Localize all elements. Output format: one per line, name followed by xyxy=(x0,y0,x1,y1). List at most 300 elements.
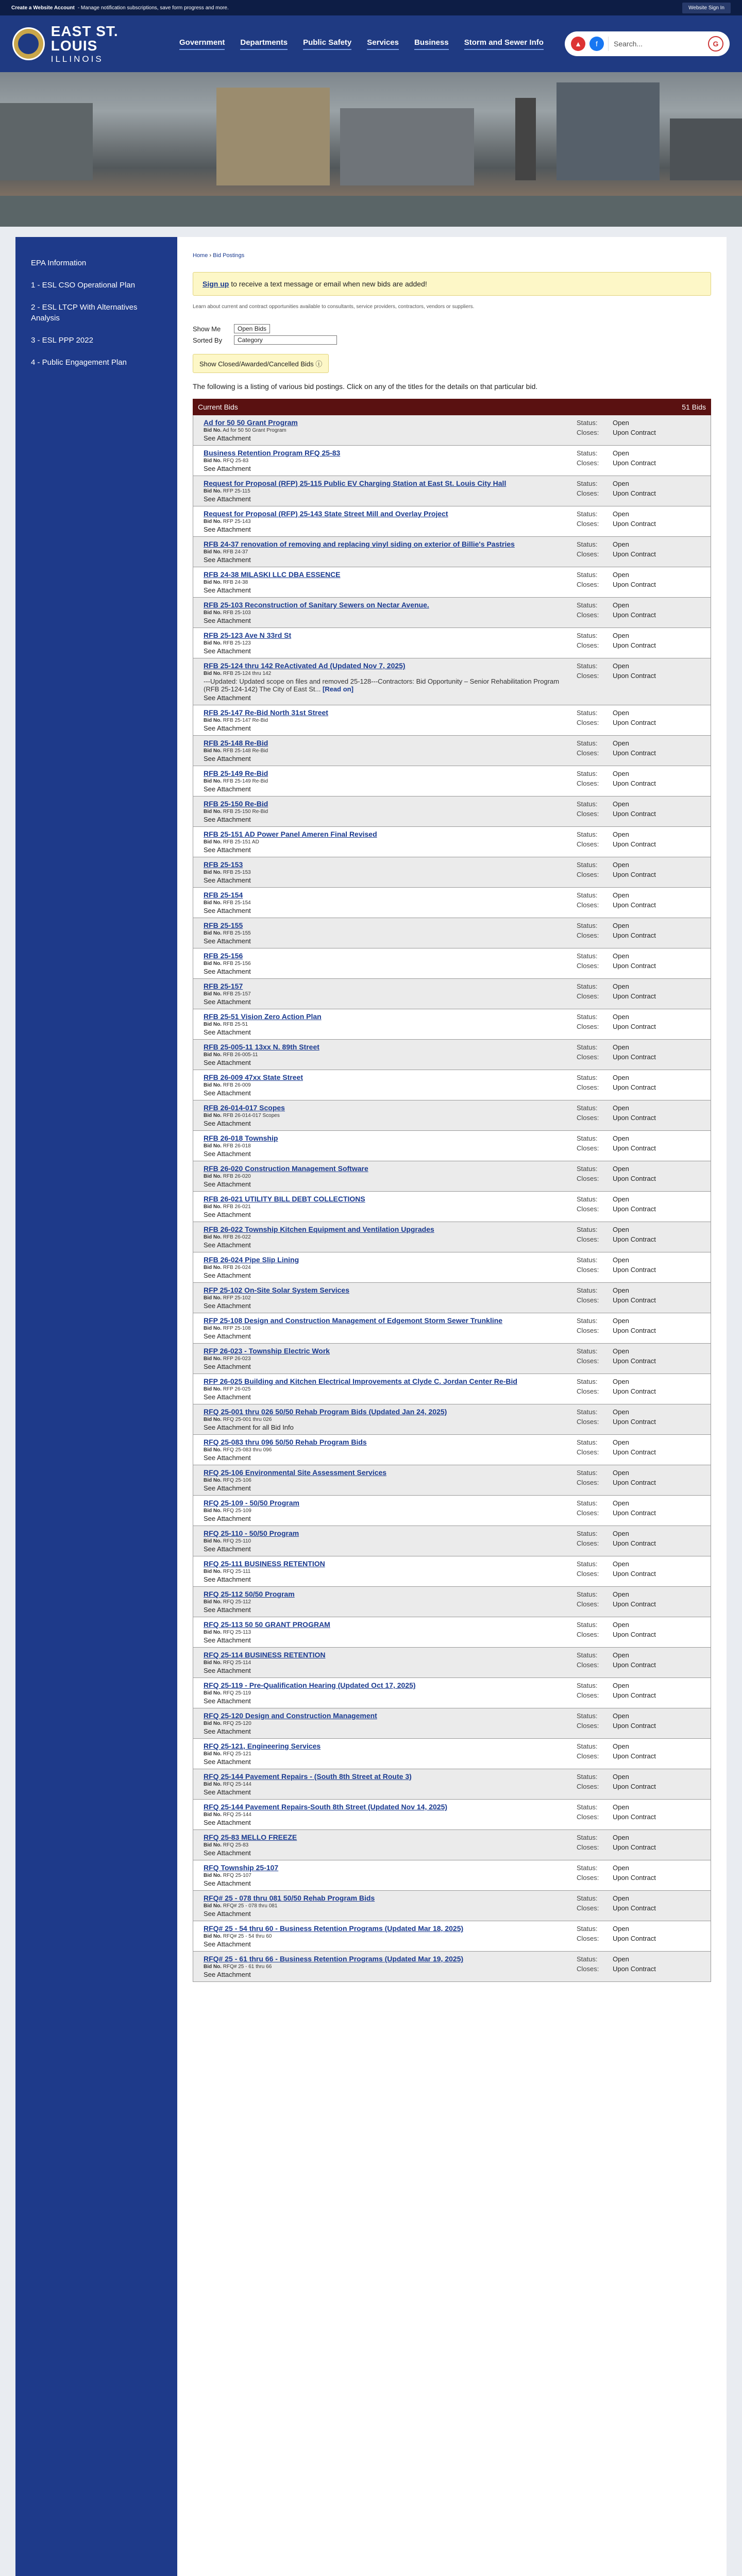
bid-attachment: See Attachment xyxy=(204,1302,251,1310)
bid-attachment: See Attachment xyxy=(204,1241,251,1249)
bid-title-link[interactable]: RFP 26-025 Building and Kitchen Electrical Improvements at Clyde C. Jordan Center Re-Bid xyxy=(204,1377,517,1385)
bid-title-link[interactable]: RFB 25-005-11 13xx N. 89th Street xyxy=(204,1043,319,1051)
bid-closes: Closes: Upon Contract xyxy=(577,519,656,528)
bid-title-link[interactable]: Request for Proposal (RFP) 25-115 Public EV Charging Station at East St. Louis City Hall xyxy=(204,479,507,487)
bid-number: Bid No. RFP 25-143 xyxy=(204,519,251,524)
bid-title-link[interactable]: RFB 25-156 xyxy=(204,952,243,960)
bid-title-link[interactable]: RFP 26-023 - Township Electric Work xyxy=(204,1347,330,1355)
bid-attachment: See Attachment xyxy=(204,1484,251,1492)
bid-closes: Closes: Upon Contract xyxy=(577,580,656,588)
bid-row xyxy=(193,1404,711,1435)
bid-number: Bid No. RFP 25-108 xyxy=(204,1326,251,1331)
bid-title-link[interactable]: RFB 25-151 AD Power Panel Ameren Final Revised xyxy=(204,830,377,838)
bid-row xyxy=(193,537,711,567)
breadcrumb: Home › Bid Postings xyxy=(193,252,245,259)
bid-title-link[interactable]: RFQ 25-83 MELLO FREEZE xyxy=(204,1833,297,1841)
bid-closes: Closes: Upon Contract xyxy=(577,1509,656,1517)
sidebar xyxy=(15,237,177,2576)
bid-number: Bid No. RFB 26-024 xyxy=(204,1265,251,1270)
bid-row xyxy=(193,766,711,796)
bid-closes: Closes: Upon Contract xyxy=(577,901,656,909)
bid-attachment: See Attachment xyxy=(204,1089,251,1097)
bid-attachment: See Attachment xyxy=(204,968,251,975)
bid-count: 51 Bids xyxy=(682,403,706,411)
bid-closes: Closes: Upon Contract xyxy=(577,1387,656,1395)
bid-attachment: See Attachment xyxy=(204,1971,251,1978)
bid-status: Status: Open xyxy=(577,419,629,427)
bid-title-link[interactable]: RFQ 25-119 - Pre-Qualification Hearing (Updated Oct 17, 2025) xyxy=(204,1681,416,1689)
read-on-link[interactable]: [Read on] xyxy=(322,685,353,693)
bid-status: Status: Open xyxy=(577,1195,629,1203)
bid-row xyxy=(193,736,711,766)
bid-title-link[interactable]: RFP 25-102 On-Site Solar System Services xyxy=(204,1286,349,1294)
bid-closes: Closes: Upon Contract xyxy=(577,1691,656,1699)
bid-row xyxy=(193,1587,711,1617)
bid-title-link[interactable]: RFQ# 25 - 078 thru 081 50/50 Rehab Program Bids xyxy=(204,1894,375,1902)
bid-attachment: See Attachment xyxy=(204,1059,251,1066)
bid-number: Bid No. RFP 25-102 xyxy=(204,1295,251,1301)
bid-title-link[interactable]: RFB 25-148 Re-Bid xyxy=(204,739,268,747)
bid-row xyxy=(193,1252,711,1283)
bid-number: Bid No. RFB 25-149 Re-Bid xyxy=(204,778,268,784)
bid-attachment: See Attachment xyxy=(204,1788,251,1796)
bid-attachment: See Attachment xyxy=(204,1910,251,1918)
bid-number: Bid No. RFQ 25-111 xyxy=(204,1569,251,1574)
bid-row xyxy=(193,628,711,658)
bid-number: Bid No. RFQ# 25 - 078 thru 081 xyxy=(204,1903,278,1909)
show-label: Show Me xyxy=(193,325,221,333)
bid-attachment: See Attachment xyxy=(204,1697,251,1705)
bid-status: Status: Open xyxy=(577,1712,629,1720)
bid-row xyxy=(193,1860,711,1891)
bid-title-link[interactable]: RFB 25-51 Vision Zero Action Plan xyxy=(204,1012,322,1021)
bid-row xyxy=(193,1009,711,1040)
bid-status: Status: Open xyxy=(577,1803,629,1811)
bid-title-link[interactable]: RFQ 25-106 Environmental Site Assessment Services xyxy=(204,1468,387,1477)
show-filter xyxy=(193,324,711,333)
bid-status: Status: Open xyxy=(577,1621,629,1629)
bid-attachment: See Attachment xyxy=(204,1332,251,1340)
bid-number: Bid No. RFQ 25-113 xyxy=(204,1630,251,1635)
main-nav xyxy=(179,38,565,50)
bid-row xyxy=(193,1344,711,1374)
bid-number: Bid No. RFB 25-103 xyxy=(204,610,251,616)
bid-title-link[interactable]: RFB 26-009 47xx State Street xyxy=(204,1073,303,1081)
bid-title-link[interactable]: RFB 25-150 Re-Bid xyxy=(204,800,268,808)
sign-up-link[interactable]: Sign up xyxy=(203,280,229,288)
bid-closes: Closes: Upon Contract xyxy=(577,1539,656,1547)
bid-attachment: See Attachment xyxy=(204,937,251,945)
bid-closes: Closes: Upon Contract xyxy=(577,1022,656,1030)
bid-row xyxy=(193,1465,711,1496)
bid-attachment: See Attachment xyxy=(204,1879,251,1887)
site-header xyxy=(0,15,742,72)
bid-status: Status: Open xyxy=(577,1590,629,1598)
bid-number: Bid No. RFB 24-38 xyxy=(204,580,248,585)
city-name: EAST ST. LOUIS xyxy=(50,23,119,54)
bid-number: Bid No. RFQ 25-83 xyxy=(204,1842,249,1848)
bid-number: Bid No. RFB 25-151 AD xyxy=(204,839,259,845)
bid-row xyxy=(193,918,711,948)
bid-number: Bid No. RFB 26-009 xyxy=(204,1082,251,1088)
bid-title-link[interactable]: RFQ# 25 - 54 thru 60 - Business Retention Programs (Updated Mar 18, 2025) xyxy=(204,1924,464,1933)
bid-closes: Closes: Upon Contract xyxy=(577,1600,656,1608)
bid-status: Status: Open xyxy=(577,1043,629,1051)
bid-attachment: See Attachment xyxy=(204,1028,251,1036)
bid-closes: Closes: Upon Contract xyxy=(577,1144,656,1152)
bid-closes: Closes: Upon Contract xyxy=(577,489,656,497)
bid-row xyxy=(193,1800,711,1830)
bid-number: Bid No. RFQ 25-109 xyxy=(204,1508,251,1514)
bid-status: Status: Open xyxy=(577,1469,629,1477)
bid-row xyxy=(193,1070,711,1100)
bid-number: Bid No. RFB 25-147 Re-Bid xyxy=(204,718,268,723)
bid-title-link[interactable]: RFB 25-149 Re-Bid xyxy=(204,769,268,777)
bid-status: Status: Open xyxy=(577,1560,629,1568)
bid-title-link[interactable]: RFB 25-147 Re-Bid North 31st Street xyxy=(204,708,328,717)
bid-title-link[interactable]: RFQ 25-111 BUSINESS RETENTION xyxy=(204,1560,325,1568)
bid-status: Status: Open xyxy=(577,1165,629,1173)
bid-status: Status: Open xyxy=(577,1864,629,1872)
bid-status: Status: Open xyxy=(577,632,629,639)
bid-closes: Closes: Upon Contract xyxy=(577,1113,656,1122)
bid-attachment: See Attachment xyxy=(204,785,251,793)
sidebar-item-ppp-2022[interactable]: 3 - ESL PPP 2022 xyxy=(31,336,93,345)
bid-closes: Closes: Upon Contract xyxy=(577,1083,656,1091)
sidebar-item-cso-operational-plan[interactable]: 1 - ESL CSO Operational Plan xyxy=(31,281,136,290)
nav-government[interactable]: Government xyxy=(179,38,225,50)
nav-departments[interactable]: Departments xyxy=(240,38,288,50)
bid-info-note: Learn about current and contract opportunities available to consultants, service providers, contractors, vendors or suppliers. xyxy=(193,304,475,310)
bid-status: Status: Open xyxy=(577,770,629,777)
city-logo[interactable] xyxy=(12,24,167,63)
bid-attachment: See Attachment xyxy=(204,846,251,854)
bid-number: Bid No. RFB 25-51 xyxy=(204,1022,248,1027)
bid-row xyxy=(193,979,711,1009)
nav-public-safety[interactable]: Public Safety xyxy=(303,38,351,50)
bid-title-link[interactable]: RFB 26-021 UTILITY BILL DEBT COLLECTIONS xyxy=(204,1195,365,1203)
bid-status: Status: Open xyxy=(577,1499,629,1507)
bid-title-link[interactable]: RFQ 25-109 - 50/50 Program xyxy=(204,1499,299,1507)
state-name: ILLINOIS xyxy=(50,54,104,64)
bid-number: Bid No. RFB 25-157 xyxy=(204,991,251,997)
sidebar-item-ltcp[interactable]: 2 - ESL LTCP With Alternatives Analysis xyxy=(31,303,138,323)
bid-status: Status: Open xyxy=(577,449,629,457)
bid-title-link[interactable]: RFB 25-123 Ave N 33rd St xyxy=(204,631,292,639)
bid-attachment: See Attachment xyxy=(204,1393,251,1401)
bid-status: Status: Open xyxy=(577,739,629,747)
breadcrumb-current[interactable]: Bid Postings xyxy=(213,252,245,259)
bid-row xyxy=(193,1617,711,1648)
bid-status: Status: Open xyxy=(577,1894,629,1902)
bid-status: Status: Open xyxy=(577,1378,629,1385)
bid-title-link[interactable]: RFQ 25-120 Design and Construction Management xyxy=(204,1711,377,1720)
sidebar-item-epa-information[interactable]: EPA Information xyxy=(31,259,87,267)
bid-number: Bid No. RFQ 25-83 xyxy=(204,458,249,464)
sort-select[interactable]: Category xyxy=(234,335,337,345)
bid-number: Bid No. RFB 25-123 xyxy=(204,640,251,646)
bid-attachment: See Attachment xyxy=(204,1150,251,1158)
bid-closes: Closes: Upon Contract xyxy=(577,1326,656,1334)
breadcrumb-home[interactable]: Home xyxy=(193,252,208,259)
bid-title-link[interactable]: RFB 25-157 xyxy=(204,982,243,990)
bid-status: Status: Open xyxy=(577,1682,629,1689)
bid-closes: Closes: Upon Contract xyxy=(577,1053,656,1061)
bid-row xyxy=(193,1192,711,1222)
bid-row xyxy=(193,888,711,918)
bid-closes: Closes: Upon Contract xyxy=(577,718,656,726)
bid-row xyxy=(193,1435,711,1465)
bid-closes: Closes: Upon Contract xyxy=(577,1964,656,1973)
bid-status: Status: Open xyxy=(577,1317,629,1325)
bid-closes: Closes: Upon Contract xyxy=(577,1812,656,1821)
bid-attachment: See Attachment xyxy=(204,1667,251,1674)
nav-services[interactable]: Services xyxy=(367,38,399,50)
bid-attachment: See Attachment xyxy=(204,998,251,1006)
bid-closes: Closes: Upon Contract xyxy=(577,749,656,757)
bid-row xyxy=(193,1830,711,1860)
bid-title-link[interactable]: RFQ 25-110 - 50/50 Program xyxy=(204,1529,299,1537)
bid-status: Status: Open xyxy=(577,1134,629,1142)
bid-title-link[interactable]: RFB 26-022 Township Kitchen Equipment and Ventilation Upgrades xyxy=(204,1225,434,1233)
bid-closes: Closes: Upon Contract xyxy=(577,1205,656,1213)
bid-closes: Closes: Upon Contract xyxy=(577,1843,656,1851)
bid-number: Bid No. RFQ 25-144 xyxy=(204,1812,251,1818)
bid-status: Status: Open xyxy=(577,891,629,899)
bid-row xyxy=(193,796,711,827)
bid-title-link[interactable]: RFB 26-020 Construction Management Software xyxy=(204,1164,368,1173)
bid-number: Bid No. RFQ 25-112 xyxy=(204,1599,251,1605)
bid-title-link[interactable]: RFB 24-38 MILASKI LLC DBA ESSENCE xyxy=(204,570,341,579)
bid-attachment: See Attachment xyxy=(204,907,251,914)
bid-status: Status: Open xyxy=(577,510,629,518)
main-content xyxy=(177,237,727,2576)
bid-attachment: See Attachment xyxy=(204,1120,251,1127)
bid-closes: Closes: Upon Contract xyxy=(577,1296,656,1304)
bid-title-link[interactable]: RFB 25-155 xyxy=(204,921,243,929)
bid-title-link[interactable]: RFQ 25-144 Pavement Repairs - (South 8th Street at Route 3) xyxy=(204,1772,412,1781)
bid-status: Status: Open xyxy=(577,662,629,670)
nav-storm-sewer[interactable]: Storm and Sewer Info xyxy=(464,38,544,50)
bid-title-link[interactable]: RFQ# 25 - 61 thru 66 - Business Retention Programs (Updated Mar 19, 2025) xyxy=(204,1955,464,1963)
bid-attachment: See Attachment xyxy=(204,724,251,732)
bid-closes: Closes: Upon Contract xyxy=(577,870,656,878)
bid-row xyxy=(193,1769,711,1800)
bid-title-link[interactable]: RFQ 25-083 thru 096 50/50 Rehab Program Bids xyxy=(204,1438,367,1446)
bid-attachment: See Attachment xyxy=(204,1515,251,1522)
bid-number: Bid No. RFB 25-154 xyxy=(204,900,251,906)
bid-status: Status: Open xyxy=(577,1408,629,1416)
bid-row xyxy=(193,1040,711,1070)
bid-closes: Closes: Upon Contract xyxy=(577,1782,656,1790)
bid-closes: Closes: Upon Contract xyxy=(577,1478,656,1486)
bid-attachment: See Attachment xyxy=(204,1849,251,1857)
search-input[interactable]: Search... xyxy=(608,37,704,51)
sidebar-item-public-engagement-plan[interactable]: 4 - Public Engagement Plan xyxy=(31,358,127,367)
bid-title-link[interactable]: RFQ 25-112 50/50 Program xyxy=(204,1590,295,1598)
bid-attachment: See Attachment xyxy=(204,1758,251,1766)
city-seal-icon xyxy=(12,27,45,60)
bid-row xyxy=(193,1374,711,1404)
bid-attachment: See Attachment xyxy=(204,434,251,442)
bid-row xyxy=(193,1161,711,1192)
bid-number: Bid No. RFQ# 25 - 61 thru 66 xyxy=(204,1964,272,1970)
bid-number: Bid No. RFB 26-020 xyxy=(204,1174,251,1179)
bid-closes: Closes: Upon Contract xyxy=(577,1235,656,1243)
bid-status: Status: Open xyxy=(577,1834,629,1841)
bid-title-link[interactable]: Request for Proposal (RFP) 25-143 State Street Mill and Overlay Project xyxy=(204,510,448,518)
bid-attachment: See Attachment xyxy=(204,1606,251,1614)
bid-attachment: See Attachment xyxy=(204,1545,251,1553)
show-select[interactable]: Open Bids xyxy=(234,324,270,333)
bid-status: Status: Open xyxy=(577,571,629,579)
alert-icon[interactable]: ▲ xyxy=(571,37,585,51)
bid-row xyxy=(193,1708,711,1739)
facebook-icon[interactable]: f xyxy=(589,37,604,51)
bid-number: Bid No. RFQ 25-120 xyxy=(204,1721,251,1726)
bid-title-link[interactable]: RFB 25-103 Reconstruction of Sanitary Sewers on Nectar Avenue. xyxy=(204,601,429,609)
bid-title-link[interactable]: RFB 26-018 Township xyxy=(204,1134,278,1142)
bid-attachment: See Attachment xyxy=(204,495,251,503)
bid-row xyxy=(193,1921,711,1952)
bid-status: Status: Open xyxy=(577,1651,629,1659)
bid-status: Status: Open xyxy=(577,1742,629,1750)
bid-row xyxy=(193,415,711,446)
bid-attachment: See Attachment xyxy=(204,526,251,533)
bid-attachment: See Attachment xyxy=(204,876,251,884)
bid-number: Bid No. RFQ 25-001 thru 026 xyxy=(204,1417,272,1422)
bid-status: Status: Open xyxy=(577,1955,629,1963)
bid-number: Bid No. RFB 25-156 xyxy=(204,961,251,967)
bid-status: Status: Open xyxy=(577,1530,629,1537)
bid-closes: Closes: Upon Contract xyxy=(577,641,656,649)
bid-number: Bid No. RFB 25-150 Re-Bid xyxy=(204,809,268,815)
bid-attachment: See Attachment xyxy=(204,556,251,564)
bid-title-link[interactable]: RFQ 25-114 BUSINESS RETENTION xyxy=(204,1651,326,1659)
bid-attachment: See Attachment xyxy=(204,1636,251,1644)
bid-row xyxy=(193,506,711,537)
bid-status: Status: Open xyxy=(577,540,629,548)
bid-attachment: See Attachment xyxy=(204,1727,251,1735)
bid-attachment: See Attachment xyxy=(204,465,251,472)
bid-row xyxy=(193,1556,711,1587)
bid-status: Status: Open xyxy=(577,1226,629,1233)
bid-number: Bid No. RFB 25-155 xyxy=(204,930,251,936)
bid-status: Status: Open xyxy=(577,709,629,717)
top-bar xyxy=(0,0,742,15)
bid-title-link[interactable]: RFQ 25-113 50 50 GRANT PROGRAM xyxy=(204,1620,330,1629)
bid-row xyxy=(193,1222,711,1252)
bid-title-link[interactable]: Ad for 50 50 Grant Program xyxy=(204,418,298,427)
bid-closes: Closes: Upon Contract xyxy=(577,1630,656,1638)
bid-number: Bid No. RFQ 25-119 xyxy=(204,1690,251,1696)
bid-status: Status: Open xyxy=(577,1773,629,1781)
bid-title-link[interactable]: RFQ 25-144 Pavement Repairs-South 8th Street (Updated Nov 14, 2025) xyxy=(204,1803,448,1811)
bid-number: Bid No. RFB 25-153 xyxy=(204,870,251,875)
account-link[interactable]: Create a Website Account xyxy=(11,5,75,11)
bid-attachment: See Attachment xyxy=(204,586,251,594)
bid-attachment: See Attachment xyxy=(204,1575,251,1583)
search-go-button[interactable]: G xyxy=(708,36,723,52)
bid-row xyxy=(193,1131,711,1161)
listing-intro: The following is a listing of various bid postings. Click on any of the titles for the details on that particular bid. xyxy=(193,382,538,391)
bid-closes: Closes: Upon Contract xyxy=(577,1448,656,1456)
bid-closes: Closes: Upon Contract xyxy=(577,1873,656,1882)
bid-status: Status: Open xyxy=(577,1013,629,1021)
bid-title-link[interactable]: RFB 25-154 xyxy=(204,891,243,899)
bid-title-link[interactable]: RFB 25-153 xyxy=(204,860,243,869)
bid-closes: Closes: Upon Contract xyxy=(577,779,656,787)
bid-closes: Closes: Upon Contract xyxy=(577,1721,656,1730)
bid-closes: Closes: Upon Contract xyxy=(577,1569,656,1578)
bid-attachment: See Attachment xyxy=(204,647,251,655)
bid-row xyxy=(193,446,711,476)
bid-title-link[interactable]: RFB 26-014-017 Scopes xyxy=(204,1104,285,1112)
bid-title-link[interactable]: RFQ 25-001 thru 026 50/50 Rehab Program Bids (Updated Jan 24, 2025) xyxy=(204,1408,447,1416)
account-message[interactable] xyxy=(11,5,682,11)
bid-status: Status: Open xyxy=(577,922,629,929)
bid-title-link[interactable]: Business Retention Program RFQ 25-83 xyxy=(204,449,341,457)
bid-title-link[interactable]: RFQ Township 25-107 xyxy=(204,1863,279,1872)
bid-row xyxy=(193,1891,711,1921)
bid-row xyxy=(193,658,711,705)
bid-row xyxy=(193,1100,711,1131)
bid-attachment: See Attachment xyxy=(204,1180,251,1188)
bid-closes: Closes: Upon Contract xyxy=(577,428,656,436)
bid-status: Status: Open xyxy=(577,1286,629,1294)
bid-row xyxy=(193,476,711,506)
bid-number: Bid No. RFB 25-148 Re-Bid xyxy=(204,748,268,754)
bid-number: Bid No. RFQ 25-121 xyxy=(204,1751,251,1757)
bid-row xyxy=(193,598,711,628)
bid-title-link[interactable]: RFB 24-37 renovation of removing and replacing vinyl siding on exterior of Billie's Pastries xyxy=(204,540,515,548)
bid-title-link[interactable]: RFP 25-108 Design and Construction Management of Edgemont Storm Sewer Trunkline xyxy=(204,1316,503,1325)
bid-attachment: See Attachment xyxy=(204,1454,251,1462)
bid-title-link[interactable]: RFQ 25-121, Engineering Services xyxy=(204,1742,321,1750)
bid-status: Status: Open xyxy=(577,1925,629,1933)
bid-closes: Closes: Upon Contract xyxy=(577,809,656,818)
bid-attachment: See Attachment xyxy=(204,1211,251,1218)
bid-row xyxy=(193,1526,711,1556)
bid-number: Bid No. RFQ 25-106 xyxy=(204,1478,251,1483)
bid-row xyxy=(193,827,711,857)
bid-closes: Closes: Upon Contract xyxy=(577,1660,656,1669)
bid-closes: Closes: Upon Contract xyxy=(577,992,656,1000)
bid-number: Bid No. RFP 26-025 xyxy=(204,1386,251,1392)
bid-status: Status: Open xyxy=(577,480,629,487)
bid-attachment: See Attachment xyxy=(204,1363,251,1370)
bid-closes: Closes: Upon Contract xyxy=(577,1265,656,1274)
show-closed-bids-button[interactable]: Show Closed/Awarded/Cancelled Bids ⓘ xyxy=(193,354,329,373)
bid-number: Bid No. RFQ 25-114 xyxy=(204,1660,251,1666)
bid-closes: Closes: Upon Contract xyxy=(577,550,656,558)
bid-attachment: See Attachment xyxy=(204,694,251,702)
bid-attachment: See Attachment xyxy=(204,617,251,624)
bid-closes: Closes: Upon Contract xyxy=(577,1752,656,1760)
bid-attachment: See Attachment xyxy=(204,1272,251,1279)
bid-status: Status: Open xyxy=(577,952,629,960)
nav-business[interactable]: Business xyxy=(414,38,449,50)
bid-row xyxy=(193,857,711,888)
bid-number: Bid No. RFP 25-115 xyxy=(204,488,250,494)
bid-closes: Closes: Upon Contract xyxy=(577,961,656,970)
bid-list-header xyxy=(193,399,711,415)
bid-title-link[interactable]: RFB 25-124 thru 142 ReActivated Ad (Updated Nov 7, 2025) xyxy=(204,662,406,670)
bid-status: Status: Open xyxy=(577,1104,629,1112)
sign-in-button[interactable]: Website Sign In xyxy=(682,3,731,13)
bid-title-link[interactable]: RFB 26-024 Pipe Slip Lining xyxy=(204,1256,299,1264)
bid-row xyxy=(193,1952,711,1982)
